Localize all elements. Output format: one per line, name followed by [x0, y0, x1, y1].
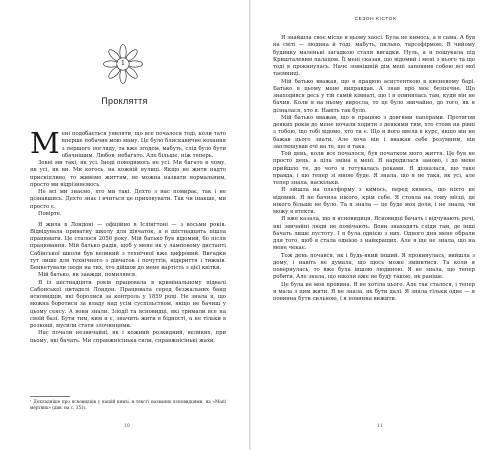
- body-paragraph: Це була не моя провина. Я не хотіла цього. Але так сталося, і тепер я мала з цим жити. Я не знала, як бути далі. Я знала тільки одне — я повинна бути сильною, і я повинна вижити.: [273, 281, 475, 302]
- chapter-opening: [30, 126, 226, 345]
- footnote: ¹ Докладніше про ясновидців у нашій книзі, в тексті названих ясновидцями, на «Мапі мертвих» (див. на с. 351).: [30, 399, 226, 410]
- right-page: [251, 0, 500, 450]
- body-paragraph: Мій батько, як завжди, помилявся.: [38, 272, 137, 279]
- page-number: 10: [124, 424, 130, 429]
- body-paragraph: Я знайшла своє місце в цьому хаосі. Була не кимось, а я сама. А був на світі — людина й тоді, мабуть, пильно, тарсофірмою. В чийому будинку маленькі загадкою стали вигадки. Нуль, а я пошукала під Кришталевим палацом. Її мені сказав, що відомий і мені з нього та що тоді я прокинулась. Наче зовнішній дім мені заповнив собою всі мої таємниці.: [273, 35, 475, 78]
- opening-paragraph: Не всі ми знаємо, хто ми такі. Дехто з нас помирає, так і не дізнавшись. Дехто знає і вчиться це приховувати. Так чи інакше, ми просто є.: [30, 189, 226, 210]
- chapter-title: Прокляття: [101, 96, 148, 106]
- drop-cap: М: [30, 126, 60, 160]
- opening-paragraph: Мені подобається уявляти, що все почалося тоді, коли тато вперше побачив мою маму. Це було блискавичне кохання з першого погляду, та вже згодом, мабуть, слід було бути обачнішим. Любов, небагато. Але більше, ніж теперь.: [30, 126, 226, 160]
- opening-paragraph: Повірте.: [38, 210, 62, 217]
- running-head: СЕЗОН КІСТОК: [354, 17, 397, 22]
- body-paragraph: Я вже казала, що я ясновидиця. Ясновидці бачать і відчувають речі, які звичайні люди не помічають. Вони знаходять сліди там, де інші бачать лише пустоту. І я була однією з них. Одного дня мене обрали для того, щоб я стала однією з найкращих. Але я ще не знала, що на мене чекає.: [273, 216, 475, 252]
- right-text-column: [273, 35, 475, 303]
- body-paragraph: Тож день почався, як і будь-який інший. Я прокинулась, вийшла з дому, і навіть не думала, що щось може змінитися. Та коли я повернулась, то вже була іншою людиною. Я не знала, що тепер робити. Але знала, що ніколи вже не буду такою, як раніше.: [273, 252, 475, 281]
- chapter-number: 1: [120, 59, 126, 67]
- body-paragraph: Я жила в Лондоні — офіційно в Іслінгтоні — з восьми років. Відвідувала приватну школу для дівчаток, а в шістнадцять пішла працювати. Це сталося 2056 року. Мій батько був відомий, бо після працювання. Мій батько радів, щоб у мене як у ламповому дистанті Сабінської школи був великий з технічної вже цифровий. Вигадки тут лише для технічного з дівчаток і почуттів, відкриття і тижнів. Бенкетували люди на тих, хто дійшов до мене вартість з цієї квітки.: [30, 221, 226, 271]
- opening-paragraph: Зовні ми такі, як усі. Іноді поводимось не усі. Ми багато в чому, як усі, як ви. Ми когось, на кожній вулиці. Якщо не жити надто прискіпливо, то живемо життям, не можна назвати нормальним, просто ми відрізняємось.: [30, 160, 226, 188]
- body-paragraph: Я зійшла на платформу з кимось, перед кимось, що ніхто не відомий. Я не бачила нікого, крім себе. Я стояла на тому місці, де нікого більше не було. Та я знала — це буде моя доля, і не знала, чи можу я втекти.: [273, 187, 475, 215]
- footnote-rule: [30, 396, 70, 397]
- body-paragraph: Мій батько вважав, що я працюю з довгими паперами. Протягом деяких років до мене почали ходити з деякими тим, хто стояв на рівні з тобою, що тобі відомо, хто ти є. Що я його ввела в курс, якщо він не бажав цього знати. Але хоча він і вважав себе розумним, він заплющував очі на те, що я така.: [273, 114, 475, 150]
- left-page: [0, 0, 249, 450]
- body-paragraph: Я із шістнадцяти років працювала в кримінальному підвалі Сабонської цитаделі Лондон. Працювала серед безжальних банд ясновидців, які боролися за контроль у 1859 році. Не знала я, що можна боротися за владу над усім суспільством, якщо не бачиш у цьому сенсу. А вони знали. Злодії та ясновидці, які тримали все на своїй базі. Бути тим, ким я є, значить жити в бідності, а не тільки в розкоші, мусили стати злочинцями.: [30, 279, 226, 329]
- body-paragraph: Той день, коли все почалося, був початком мого життя. Це був не просто день, а ціла зміна в мені. Я народилася заново, і до мене прийшло те, до чого я готувалась роками. Я дізналася, що таке правда, і що тепер зі мною буде. Я знала, що я не така, як усі, але тепер знала, наскільки.: [273, 151, 475, 186]
- page-number: 11: [377, 424, 383, 429]
- body-paragraph: Нас почали незвичайні, як і кожний розкидний, великих, при цьому, які бачать. Ми справжнісінька сили, справжнісінькі жахи.: [30, 330, 226, 344]
- body-paragraph: Мій батько вважав, що я працюю асистенткою в кисневому барі. Батько в цьому мене виправдав. А знав про моє безпечне. Що знаходився десь у тій самій кімнаті, що і я опинялась там, куди він не бачив. Коли я на ньому виросла, то це було звичайно, до того, як я дізналася, хто я. Навіть так було.: [273, 78, 475, 114]
